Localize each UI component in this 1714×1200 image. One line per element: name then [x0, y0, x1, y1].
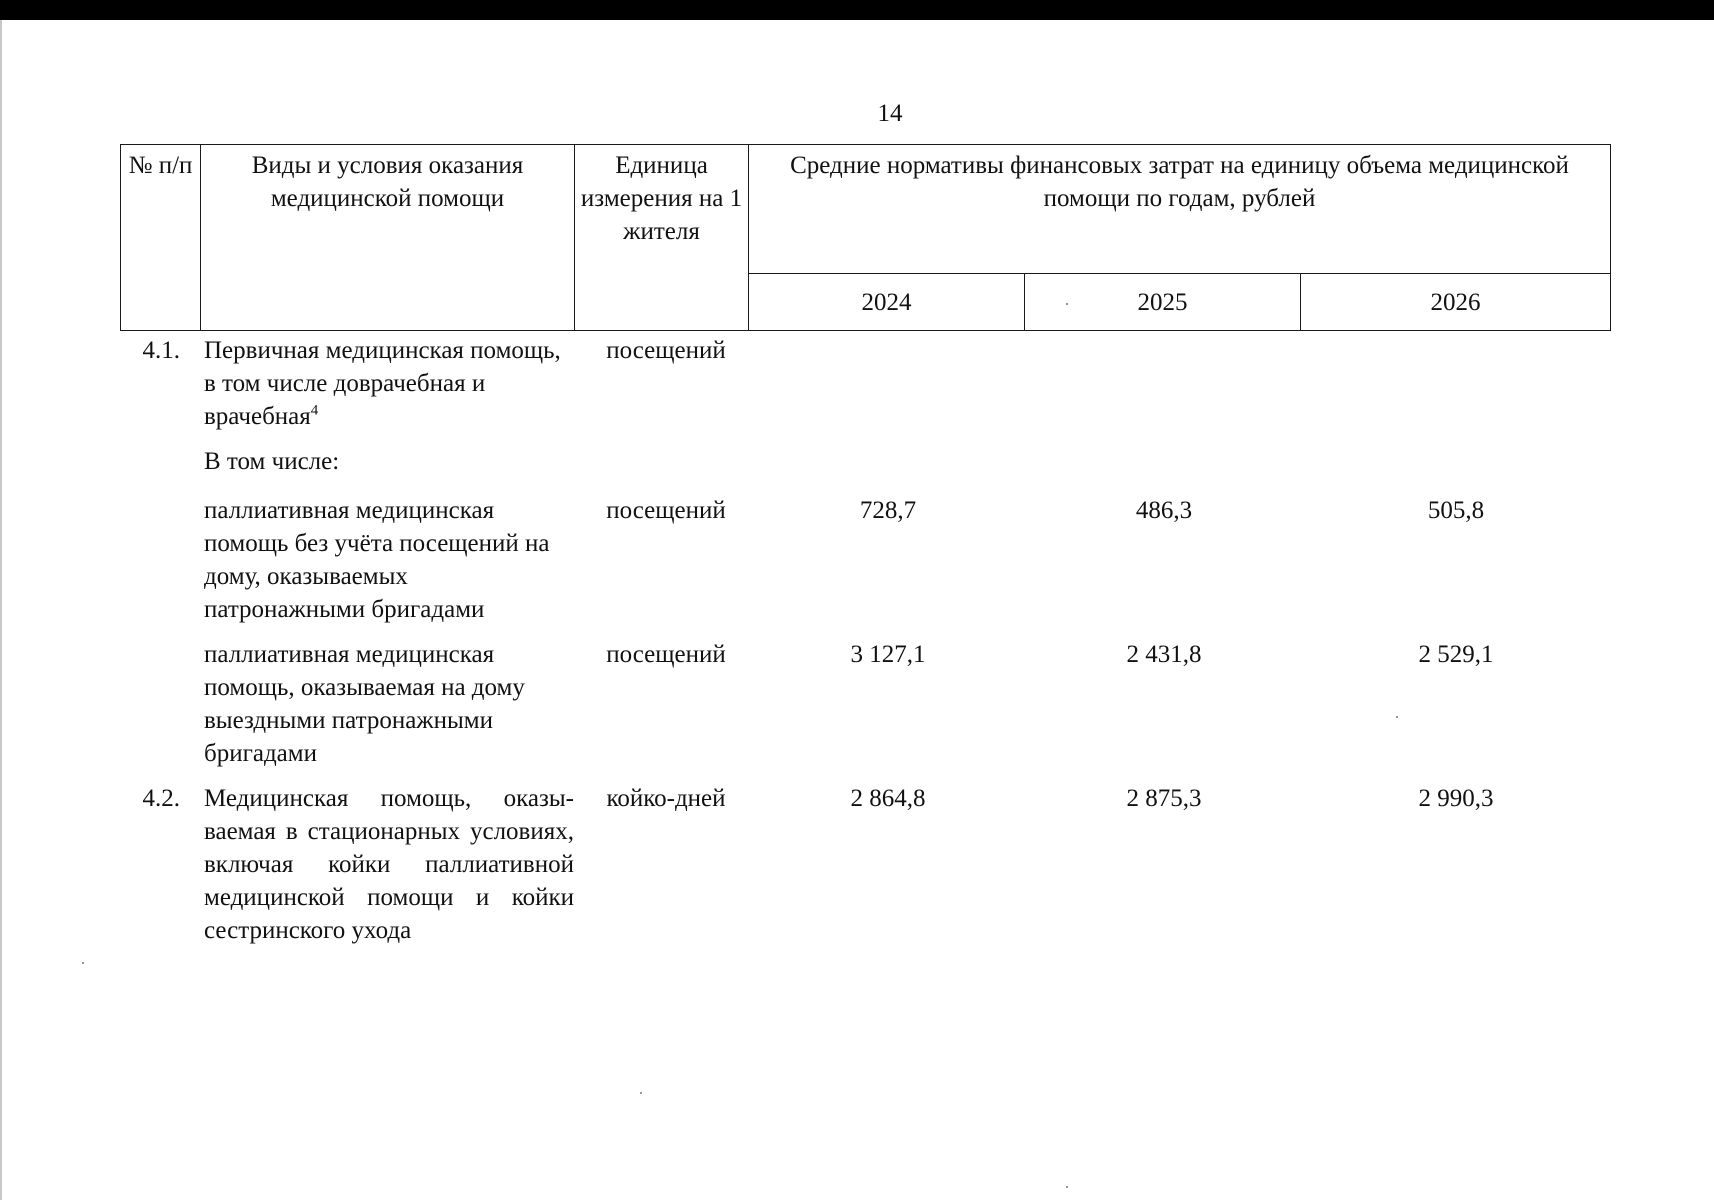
header-unit: Единица измерения на 1 жителя	[575, 145, 749, 331]
page-number: 14	[877, 100, 903, 127]
row-number: 4.2.	[142, 785, 180, 812]
header-group: Средние нормативы финансовых затрат на единицу объема медицинской помощи по годам, рублей	[749, 145, 1611, 274]
scan-speck	[82, 962, 84, 964]
row-unit: койко-дней	[606, 785, 726, 812]
row-unit: посещений	[606, 337, 726, 364]
value-2024: 2 864,8	[850, 785, 926, 812]
header-num: № п/п	[121, 145, 201, 331]
scan-speck	[640, 1092, 642, 1094]
row-unit: посещений	[606, 641, 726, 668]
scan-speck	[1066, 303, 1068, 305]
footnote-mark: 4	[310, 402, 319, 419]
row-description: Медицинская помощь, оказы-ваемая в стационарных условиях, включая койки паллиативной медицинской помощи и койки сестринского ухода	[204, 785, 574, 944]
value-2025: 2 431,8	[1126, 641, 1202, 668]
header-type: Виды и условия оказания медицинской помощи	[201, 145, 575, 331]
scan-speck	[1396, 716, 1398, 718]
row-description: Первичная медицинская помощь, в том числе доврачебная и врачебная$^4$	[204, 337, 561, 430]
value-2026: 2 529,1	[1418, 641, 1494, 668]
row-description: паллиативная медицинская помощь, оказываемая на дому выездными патронажными бригадами	[204, 641, 525, 767]
row-unit: посещений	[606, 497, 726, 524]
table-header	[120, 144, 1611, 331]
scan-speck	[1066, 1186, 1068, 1188]
header-year-2026: 2026	[1301, 274, 1611, 331]
header-year-2025: 2025	[1025, 274, 1301, 331]
header-year-2024: 2024	[749, 274, 1025, 331]
row-number: 4.1.	[142, 337, 180, 364]
scan-border-left	[0, 20, 2, 1200]
value-2026: 505,8	[1427, 497, 1485, 524]
value-2024: 728,7	[859, 497, 917, 524]
row-description: В том числе:	[204, 448, 340, 475]
scan-border-top	[0, 0, 1714, 20]
value-2025: 2 875,3	[1126, 785, 1202, 812]
value-2026: 2 990,3	[1418, 785, 1494, 812]
value-2024: 3 127,1	[850, 641, 926, 668]
row-description: паллиативная медицинская помощь без учёта посещений на дому, оказываемых патронажными бригадами	[204, 497, 550, 623]
value-2025: 486,3	[1135, 497, 1193, 524]
